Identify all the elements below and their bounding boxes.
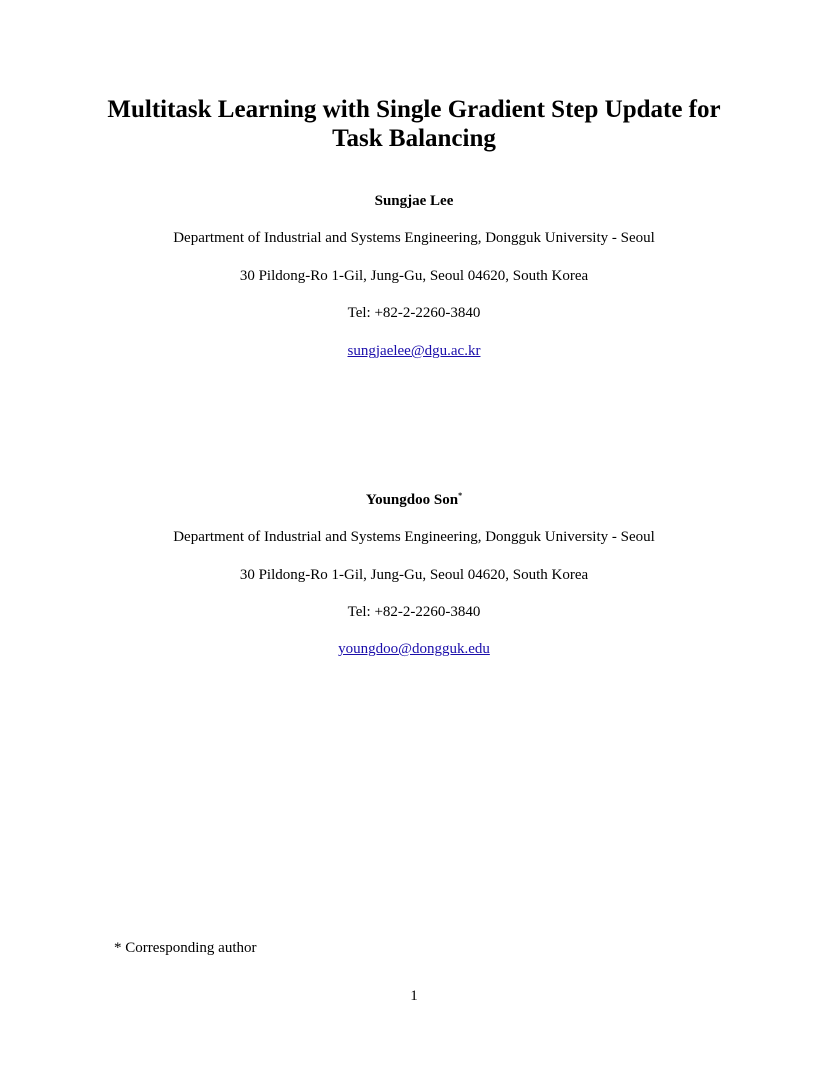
author-1-tel: Tel: +82-2-2260-3840 [347,305,481,321]
author-2-email-link[interactable]: youngdoo@dongguk.edu [338,641,490,657]
author-2-department: Department of Industrial and Systems Engineering, Dongguk University - Seoul [173,529,655,545]
author-2-name-text: Youngdoo Son [365,492,459,508]
paper-title-line-2: Task Balancing [332,125,496,152]
paper-title [0,95,828,153]
author-1-name [0,192,828,210]
author-2-email-line [0,640,828,658]
author-1-address: 30 Pildong-Ro 1-Gil, Jung-Gu, Seoul 04620, South Korea [239,268,589,284]
author-1-email-line [0,342,828,360]
page-number: 1 [410,988,418,1004]
author-2-address: 30 Pildong-Ro 1-Gil, Jung-Gu, Seoul 04620, South Korea [239,567,589,583]
author-1-email-link[interactable]: sungjaelee@dgu.ac.kr [347,343,481,359]
corresponding-author-footnote: * Corresponding author [114,940,257,956]
author-1-name-text: Sungjae Lee [374,193,454,209]
author-2-name [0,491,828,509]
corresponding-author-marker: * [458,491,463,500]
author-2-tel: Tel: +82-2-2260-3840 [347,604,481,620]
paper-title-line-1: Multitask Learning with Single Gradient Step Update for [107,96,721,123]
author-1-department: Department of Industrial and Systems Engineering, Dongguk University - Seoul [173,230,655,246]
